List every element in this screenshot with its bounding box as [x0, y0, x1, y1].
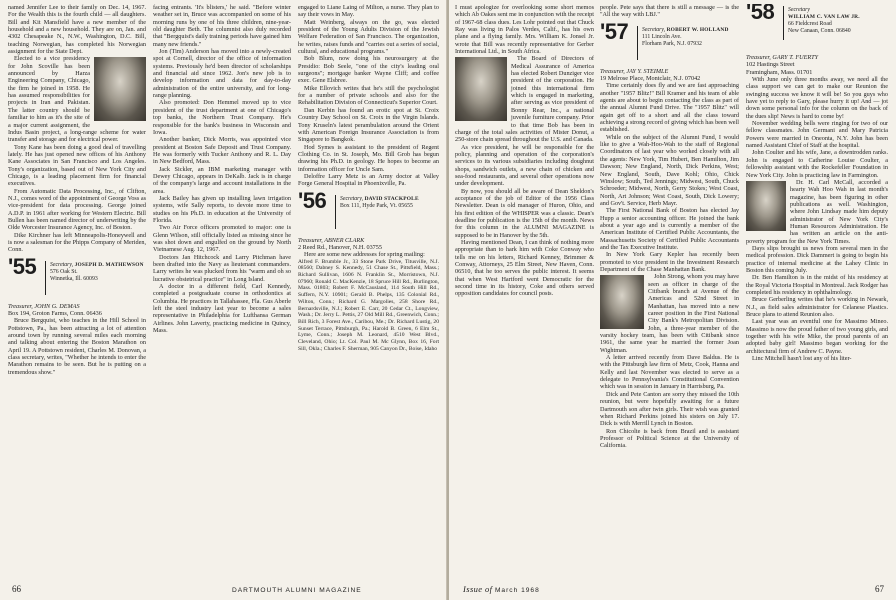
class-header-57 — [600, 18, 739, 64]
paragraph: people. Pete says that there is still a message — is the "All the way with LBJ." — [600, 4, 739, 19]
treasurer-address: Box 194, Groton Farms, Conn. 06436 — [8, 310, 102, 318]
paragraph: While on the subject of the Alumni Fund, I would like to give a Wah-Hoo-Wah to the staff of Regional Coordinators of last year who worked closely with all the agents: New York, Tim Hubert, Ben Hamilton, Jim Dawson; New England, North, Dick Perkins, West; New England, South, Dave Kohl; Ohio, Chick Winslow; South, Ted Jennings; Midwest, South, Chuck Schroeder; Midwest, North, Gerry Stokes; West Coast, North, Art Johnson; West Coast, South, Dick Lowery; and Gov't. Service, Herb Mayr. — [600, 133, 739, 207]
running-footer: DARTMOUTH ALUMNI MAGAZINE — [232, 587, 362, 594]
paragraph: Hod Symes is assistant to the president of Regent Clothing Co. in St. Joseph, Mo. Bill Grob has begun drawing his Ph.D. in geology. He hopes to become an information officer for Uncle Sam. — [298, 143, 439, 173]
treasurer-line: Treasurer, JOHN G. DEMAS — [8, 302, 80, 310]
paragraph: Days slips brought us news from several men in the medical profession. Dick Dammert is going to begin his practice of internal medicine at the Lahey Clinic in Boston this coming July. — [746, 244, 888, 274]
paragraph: With June only three months away, we need all the class support we can get to make our Reunion the swinging success we know it will be! So you guys who have yet to reply to Gary, please hurry it up! And — jot down some personal info for the column on the back of the dues slip! News is hard to come by! — [746, 76, 888, 120]
paragraph: Dr. Ben Hamilton is in the midst of his residency at the Royal Victoria Hospital in Montreal. Jack Rodger has completed his residency in ophthalmology. — [746, 274, 888, 296]
paragraph: Having mentioned Dean, I can think of nothing more appropriate than to hark him with Coke Conway who tells me on his letters, Richard Kenney, Brimmer & Conway, Attorneys, 25 Elm Street, New Haven, Conn. 06510, that he too serves the public interest. It seems that when West Hartford went Democratic for the second time in its history, Coke and others served opposition candidates for council posts. — [455, 239, 594, 298]
paragraph: Linc Mitchell hasn't lost any of his liter- — [752, 355, 852, 363]
john-scoville-photo — [94, 57, 146, 121]
treasurer-line: Treasurer, GARY T. FUERTY — [746, 54, 819, 61]
paragraph: Dan Kerbin has found an erotic spot at St. Croix Country Day School on St. Croix in the Virgin Islands. Tony Kruseln's latest perambulation around the Orient with American Foreign Insurance Association is from Singapore to Bangkok. — [298, 106, 439, 144]
treasurer-address: 102 Hastings Street — [746, 61, 795, 69]
divider — [335, 195, 336, 229]
class-header-55 — [8, 253, 146, 299]
treasurer-line: Treasurer, JAY Y. STEIMLE — [600, 67, 669, 75]
secretary-name: JOSEPH D. MATHEWSON — [74, 261, 144, 268]
paragraph: engaged to Liane Laing of Milton, a nurse. They plan to say their vows in May. — [298, 4, 439, 19]
paragraph: Elected to a vice presidency for John Scoville has been announced by Harza Engineering Company, Chicago, the firm he joined in 1958. He has assumed responsibilities for projects in Iran and Pakistan. The latter country should be familiar to him as it's the site of a major current assignment, the Indus Basin project, a long-range scheme for water transfer and storage and for electrical power. — [8, 55, 146, 144]
class-year: '57 — [600, 18, 629, 44]
left-page — [0, 0, 447, 600]
paragraph: The First National Bank of Boston has elected Jay Hupp a senior accounting officer. He joined the bank about a year ago and is currently a member of the American Institute of Certified Public Accountants, the Massachusetts Society of Certified Public Accountants and the Tax Executive Institute. — [600, 207, 739, 251]
paragraph: Matt Weinberg, always on the go, was elected president of the Young Adults Division of the Jewish Welfare Federation of San Francisco. The organization, he writes, raises funds and "carries out a series of social, cultural, and educational programs." — [298, 18, 439, 56]
paragraph: Deloffre Larry Metz is an Army doctor at Valley Forge General Hospital in Phoenixville, Pa. — [298, 172, 439, 188]
left-column-3 — [298, 4, 439, 570]
divider — [637, 26, 638, 60]
paragraph: named Jennifer Lee to their family on Dec. 14, 1967. For the Wealth this is the fourth child — all daughters. Bill and Kit Mansfield have a new member of the household and a new household. They are on, Jan. and 4302 Chesapeake N., N.W., Washington, D.C. Bill, teaching Norwegian, has completed his Norwegian assignment for the State Dept. — [8, 4, 146, 56]
right-column-1 — [455, 4, 594, 570]
paragraph: I must apologize for overlooking some short memos which Ab Oakes sent me in conjunction with the receipt of 1967-68 class dues. Les Lohr pointed out that Chuck Ray was living in Palos Verdes, Calif., has his own plane and a flying family. Mrs. William K. Jonsel Jr. wrote that Bill was recently representative for Gerber International Ltd., in South Africa. — [455, 4, 594, 56]
paragraph: November wedding bells were ringing for two of our fellow classmates. John Germani and Mary Patricia Powers were married in Oneonta, N.Y. John has been named Assistant Chief of Staff at the hospital. — [746, 120, 888, 150]
carl-mccall-photo — [746, 181, 786, 231]
class-year: '55 — [8, 253, 37, 279]
secretary-name: WILLIAM C. VAN LAW JR. — [788, 14, 860, 20]
john-strong-photo — [600, 275, 644, 329]
right-column-2 — [600, 4, 739, 570]
treasurer-address: 19 Melrose Place, Montclair, N.J. 07042 — [600, 75, 701, 83]
secretary-city: Florham Park, N.J. 07932 — [642, 40, 702, 47]
paragraph: Jack Bailey has given up installing lawn irrigation systems, wife Sally reports, to devote more time to studies on his Ph.D. in education at the University of Florida. — [153, 194, 291, 224]
secretary-address: Box 111, Hyde Park, Vt. 05655 — [340, 202, 413, 209]
paragraph: Jack Sickler, an IBM marketing manager with Dewey Chicago, appears in DeKalb. Jack is in charge of the company's large and account installations in the area. — [153, 165, 291, 195]
paragraph: Tony Kane has been doing a good deal of travelling lately. He has just opened new offices of his Anthony Kane Associates in San Francisco and Los Angeles. Tony's organization, based out of New York City and Chicago, is a leading placement firm for financial executives. — [8, 143, 146, 188]
paragraph: Doctors Jan Hitchcock and Larry Pitchman have been drafted into the Navy as lieutenant commanders. Larry writes he was plucked from his "warm and oh so lucrative obstetrical practice" in Long Island. — [153, 253, 291, 283]
paragraph: Bob Blum, now doing his neurosurgery at the Presidio: Bob Seele, "one of the city's leading oral surgeons"; mortgage banker Wayne Cliff; and coffee exec. Gene Elsbree. — [298, 55, 439, 85]
secretary-city: Winnetka, Ill. 60093 — [50, 275, 98, 282]
paragraph: John Strong, whom you may have seen as officer in charge of the Citibank branch at Avenue of the Americas and 52nd Street in Manhattan, has moved into a new career position in the First National City Bank's Metropolitan Division. John, a three-year member of the varsity hockey team, has been with Citibank since 1961, the same year he married the former Joan Wightman. — [600, 273, 739, 354]
class-officers: Secretary WILLIAM C. VAN LAW JR. 66 Fieldcrest Road New Canaan, Conn. 06840 — [788, 7, 860, 34]
paragraph: Bruce Gerberling writes that he's working in Newark, N.J., as field sales administrator for Celanese Plastics. Bruce plans to attend Reunion also. — [746, 296, 888, 319]
left-column-1 — [8, 4, 146, 570]
paragraph: A letter arrived recently from Dave Baldus. He is with the Pittsburgh law firm of Metz, Cook, Hanna and Kelly and last November was elected to serve as a delegate to Pennsylvania's Constitutional Convention which was in session in January in Harrisburg, Pa. — [600, 354, 739, 391]
page-number: 67 — [875, 584, 884, 594]
paragraph: Bruce Bergquist, who teaches in the Hill School in Pottstown, Pa., has been attracting a lot of attention around town by running several miles each morning and talking about entering the Boston Marathon on April 19. A Pottstown resident, Charles M. Donovan, a class secretary, writes, "Whether he intends to enter the Marathon remains to be seen. But he is putting on a tremendous show." — [8, 317, 146, 376]
paragraph: Dick and Pete Canton are sorry they missed the 10th reunion, but were hopefully awaiting for a future Dartmouth son after twin girls. Their wish was granted when Richard Perkins joined his sisters on July 17. Dick is with Merrill Lynch in Boston. — [600, 390, 739, 428]
secretary-address: 576 Oak St. — [50, 268, 78, 275]
treasurer-line: Treasurer, ABNER CLARK — [298, 236, 365, 244]
paragraph: Also promoted: Don Hemmel moved up to vice president of the trust department at one of Chicago's top banks, the Northern Trust Company. He's responsible for the bank's business in Wisconsin and Iowa. — [153, 99, 291, 136]
secretary-address: 66 Fieldcrest Road — [788, 21, 832, 27]
paragraph: Last year was an eventful one for Massimo Mineo. Massimo is now the proud father of two young girls, and together with his wife Mike, the proud parents of an adopted baby girl! Massimo began working for the architectural firm of Andrew C. Payne. — [746, 318, 888, 355]
secretary-city: New Canaan, Conn. 06840 — [788, 28, 851, 34]
divider — [783, 6, 784, 40]
secretary-name: DAVID STACKPOLE — [364, 195, 419, 202]
paragraph: Dr. H. Carl McCall, accorded a hearty Wah Hoo Wah in last month's magazine, has been figuring in other publications as well. Washington, where John Lindsay made him deputy administrator of New York City's Human Resources Administration. He has written an article on the anti-poverty program for the New York Times. — [746, 178, 888, 245]
divider — [45, 261, 46, 295]
paragraph: By now, you should all be aware of Dean Sheldon's acceptance of the job of Editor of the 1956 Class Newsletter. Dean is old manager of Huron, Ohio, and his first edition of the WHISPER was a classic. Dean's deadline for publication is the 15th of the month. News for this column in the ALUMNI MAGAZINE is supposed to be in Hanover by the 5th. — [455, 187, 594, 239]
class-year: '58 — [746, 4, 775, 24]
treasurer-address: 2 Reed Rd., Hanover, N.H. 03755 — [298, 243, 382, 251]
right-page — [449, 0, 896, 600]
paragraph: In New York Gary Kepler has recently been promoted to vice president in the Investment Research Department of the Chase Manhattan Bank. — [600, 251, 739, 273]
paragraph: Two Air Force officers promoted to major: one is Glenn Wilson, still officially listed as missing since he was shot down and engulfed on the ground by North Vietnamese Aug. 12, 1967. — [153, 224, 291, 254]
paragraph: Ron Chicolte is back from Brazil and is assistant Professor of Political Science at the University of California. — [600, 427, 739, 450]
class-year: '56 — [298, 187, 327, 213]
paragraph: Another banker, Dick Morris, was appointed vice president at Boston Safe Deposit and Trust Company. He was formerly with Tucker Anthony and R. L. Day in New Bedford, Mass. — [153, 136, 291, 166]
page-number: 66 — [12, 584, 21, 594]
paragraph: A doctor in a different field, Carl Kennedy, completed a postgraduate course in orthodontics at Columbia. He practices in Tallahassee, Fla. Gus Aberle left the steel industry last year to become a sales representative in Philadelphia for Lufthansa German Airlines. John Laverty, practicing medicine in Quincy, Mass. — [153, 283, 291, 335]
left-column-2 — [153, 4, 291, 570]
class-officers: Secretary, JOSEPH D. MATHEWSON 576 Oak St. Winnetka, Ill. 60093 — [50, 261, 144, 282]
class-header-58 — [746, 4, 888, 50]
right-column-3 — [746, 4, 888, 570]
paragraph: Here are some new addresses for spring mailing: — [304, 251, 425, 259]
address-list: Alfred F. Brumble Jr., 33 Stone Park Drive, Titusville, N.J. 08560; Dabney S. Kennedy, 51 Chase St., Pittsfield, Mass.; Richard Sullivan, 1606 N. Franklin St., Morristown, N.J. 07960; Ronald C. MacKenzie, 18 Spruce Hill Rd., Burlington, Mass. 01803; Robert F. McCausland, 114 South Hill Rd., Suffern, N.Y. 10901; Gerald B. Phelps, 135 Colonial Rd., Wilton, Conn.; Richard G. Margolies, 258 Shore Rd., Bernardsville, N.J.; Robert E. Carr, 20 Cedar Ct., Longview, Wash.; Dr. Jerry L. Pettis, 27 Old Mill Rd., Greenwich, Conn.; Bill Rich, 3 Forest Ave., Caribou, Me.; Dr. Richard Lustig, 20 Sunset Terrace, Pittsburgh, Pa.; Harold B. Green, 6 Elm St., Lyme, Conn.; Joseph M. Leonard, 4510 West Blvd., Cleveland, Ohio; Lt. Col. Paul M. Mc Glynn, Box 16, Fort Sill, Okla.; Charles F. Sherman, 905 Canyon Dr., Boise, Idaho — [298, 258, 439, 352]
paragraph: Time certainly does fly and we are fast approaching another "1957 Blitz!" Bill Kramer and his team of able agents are about to begin contacting the class as part of the annual Alumni Fund Drive. The "1957 Blitz" will again get off to a short and all the class toward achieving a strong record of giving which has been well established. — [600, 82, 739, 134]
class-officers: Secretary, ROBERT W. HOLLAND 111 Lincoln Ave. Florham Park, N.J. 07932 — [642, 26, 729, 47]
paragraph: The Board of Directors of Medical Assurance of America has elected Robert Dunziger vice president of the corporation. He joined this international firm which is engaged in marketing, after serving as vice president of Bonny Rear, Inc., a national juvenile furniture company. Prior to that time Bob has been in charge of the total sales activities of Mister Donut, a 250-store chain spread throughout the U.S. and Canada. — [455, 55, 594, 144]
issue-footer: Issue of March 1968 — [463, 584, 540, 594]
class-officers: Secretary, DAVID STACKPOLE Box 111, Hyde Park, Vt. 05655 — [340, 195, 419, 209]
treasurer-city: Framingham, Mass. 01701 — [746, 68, 813, 76]
paragraph: Dike Kirchner has left Minneapolis-Honeywell and is now a salesman for the Phipps Company of Meriden, Conn. — [8, 231, 146, 254]
paragraph: From Automatic Data Processing, Inc., of Clifton, N.J., comes word of the appointment of George Voss as vice-president for data processing. George joined A.D.P. in 1961 after working for Western Electric. Bill Bullen has been named director of underwriting by the Olde Worcester Insurance Agency, Inc. of Boston. — [8, 187, 146, 232]
paragraph: As vice president, he will be responsible for the policy, planning and operation of the corporation's services to its various subsidiaries including doughnut shops, sandwich outlets, a new chain of chicken and sea-food restaurants, and several other operations now under development. — [455, 143, 594, 188]
paragraph: facing entrants. 'It's blisters,' he said. "Before winter weather set in, Bruce was accompanied on some of his morning runs by one of his three children, nine-year-old daughter Beth. The columnist also duly recorded that "Bergquist's daily training periods have gained him many new friends." — [153, 4, 291, 48]
secretary-address: 111 Lincoln Ave. — [642, 33, 682, 40]
secretary-name: ROBERT W. HOLLAND — [666, 26, 729, 33]
paragraph: John Coulter and his wife, Jane, a downtrodden ranks. John is engaged to Catherine Louise Coulter, a fellowship assistant with the Rockefeller Foundation in New York City. John is practicing law in Farmington. — [746, 149, 888, 179]
robert-dunziger-photo — [455, 57, 507, 121]
paragraph: Jon (Tim) Anderson has moved into a newly-created spot at Cornell, director of the office of information systems. Previously he'd been director of scholarships and financial aid since 1962. Jon's new job is to develop information and data for day-to-day administration of the entire university, and for long-range planning. — [153, 48, 291, 100]
class-header-56 — [298, 187, 439, 233]
paragraph: Mike Ellovich writes that he's still the psychologist for a number of private schools and also for the Rehabilitation Division of Connecticut's Superior Court. — [298, 84, 439, 107]
